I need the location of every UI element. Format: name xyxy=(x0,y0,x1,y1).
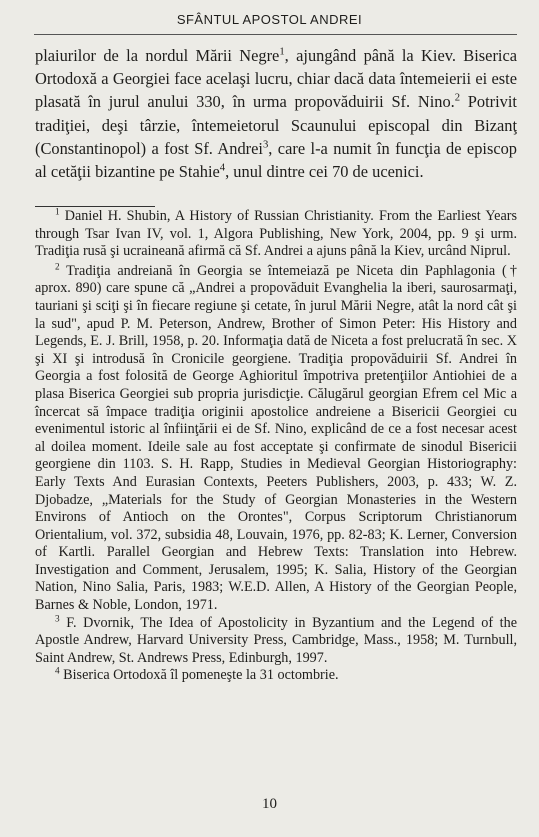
footnote-2: $^2$ Tradiţia andreiană în Georgia se întemeiază pe Niceta din Paphlagonia († aprox. 890) care spune că „Andrei a propovăduit Evanghelia la iberi, saurosarmaţi, tauriani şi sciţi şi în fiecare regiune şi cetate, în jurul Mării Negre, atât la nord cât şi la sud", apud P. M. Peterson, Andrew, Brother of Simon Peter: His History and Legends, E. J. Brill, 1958, p. 20. Informaţia dată de Niceta a fost prelucrată în sec. X şi XI şi introdusă în Cronicile georgiene. Tradiţia propovăduirii Sf. Andrei în Georgia a fost folosită de George Aghioritul împotriva pretenţiilor Antiohiei de a plasa Biserica Georgiei sub propria jurisdicţie. Călugărul georgian Efrem cel Mic a încercat să împace tradiţia originii apostolice andreiene a Bisericii Georgiei cu evenimentul istoric al înfiinţării ei de Sf. Nino, explicând de ce a fost necesar acest al doilea moment. Ideile sale au fost acceptate şi confirmate de sinodul Bisericii georgiene din 1103. S. H. Rapp, Studies in Medieval Georgian Historiography: Early Texts And Eurasian Contexts, Peeters Publishers, 2003, p. 433; W. Z. Djobadze, „Materials for the Study of Georgian Monasteries in the Western Environs of Antioch on the Orontes", Corpus Scriptorum Christianorum Orientalium, vol. 372, subsidia 48, Louvain, 1976, pp. 82-83; K. Lerner, Conversion of Kartli. Parallel Georgian and Hebrew Texts: Translation into Hebrew. Investigation and Comment, Jerusalem, 1995; K. Salia, History of the Georgian Nation, Nino Salia, Paris, 1983; W.E.D. Allen, A History of the Georgian People, Barnes & Noble, London, 1971. xyxy=(35,261,517,614)
header-rule xyxy=(34,34,517,35)
footnote-ref-1: 1 xyxy=(279,46,285,58)
main-text xyxy=(35,44,517,183)
footnote-1: $^1$ Daniel H. Shubin, A History of Russian Christianity. From the Earliest Years through Tsar Ivan IV, vol. 1, Algora Publishing, New York, 2004, pp. 9 şi urm. Tradiţia rusă şi ucraineană afirmă că Sf. Andrei a ajuns până la Kiev, urcând Niprul. xyxy=(35,206,517,260)
page-number: 10 xyxy=(262,796,277,812)
footnotes xyxy=(35,208,517,685)
footnote-3: $^3$ F. Dvornik, The Idea of Apostolicity in Byzantium and the Legend of the Apostle Andrew, Harvard University Press, Cambridge, Mass., 1958; M. Turnbull, Saint Andrew, St. Andrews Press, Edinburgh, 1997. xyxy=(35,612,517,666)
footnote-4: $^4$ Biserica Ortodoxă îl pomeneşte la 31 octombrie. xyxy=(55,665,339,684)
running-header: SFÂNTUL APOSTOL ANDREI xyxy=(176,12,363,27)
body-paragraph: plaiurilor de la nordul Mării Negre$^1$, ajungând până la Kiev. Biserica Ortodoxă a Georgiei face acelaşi lucru, chiar dacă data întemeierii ei este plasată în jurul anului 330, în urma propovăduirii Sf. Nino.$^2$ Potrivit tradiţiei, deşi târzie, întemeietorul Scaunului episcopal din Bizanţ (Constantinopol) a fost Sf. Andrei$^3$, care l-a numit în funcţia de episcop al cetăţii bizantine pe Stahie$^4$, unul dintre cei 70 de ucenici. xyxy=(35,46,518,182)
footnote-ref-3: 3 xyxy=(262,139,269,151)
footnote-ref-2: 2 xyxy=(454,92,461,104)
footnote-ref-4: 4 xyxy=(219,162,226,174)
footnote-separator xyxy=(35,206,155,207)
